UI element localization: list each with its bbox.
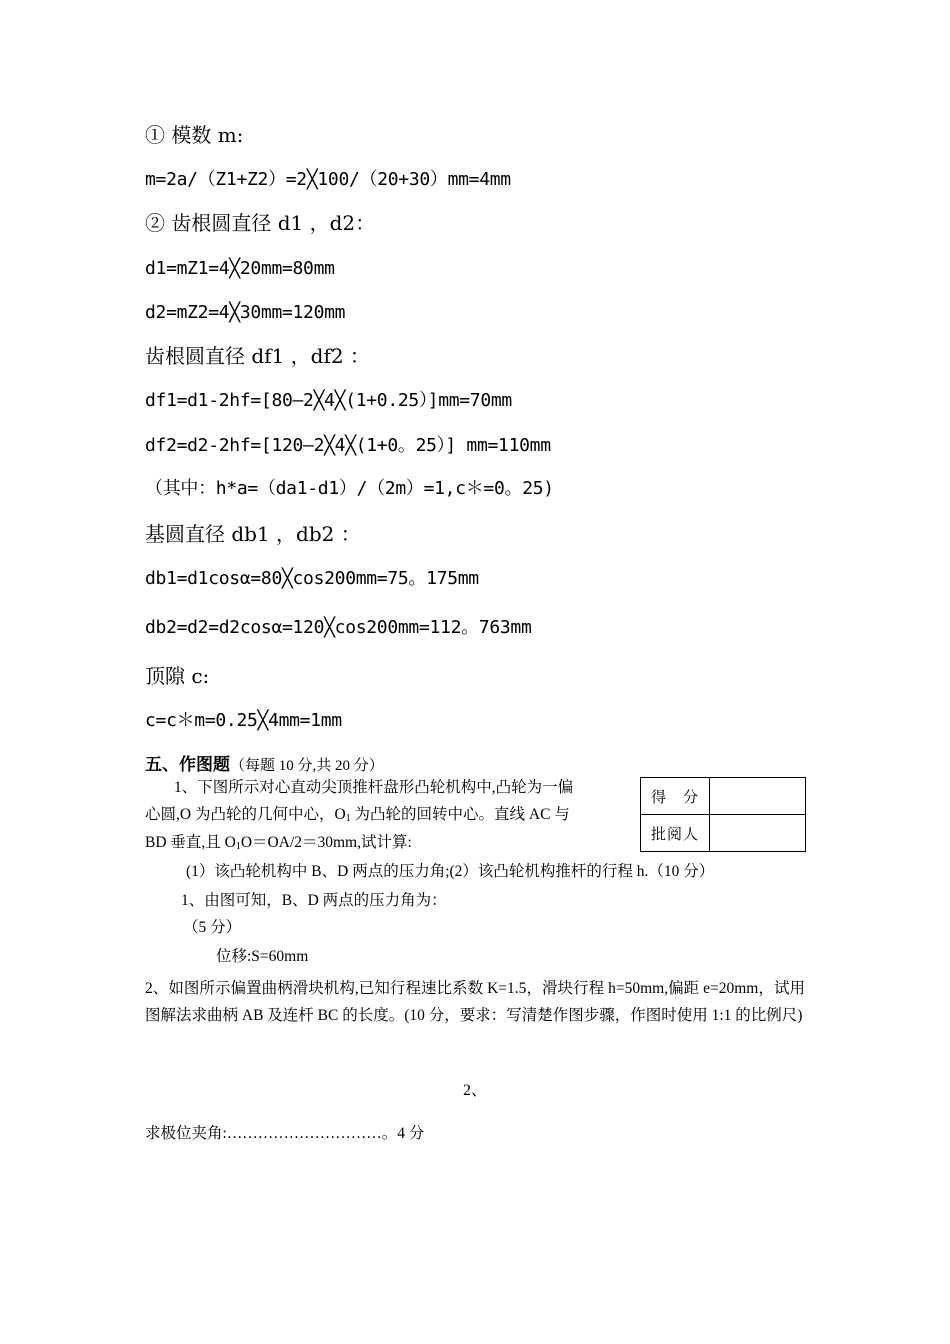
answer1-line2: （5 分） (183, 919, 242, 936)
formula-line-db2: db2=d2=d2cosα=120╳cos200mm=112。763mm (145, 617, 532, 638)
answer2-line: 求极位夹角:…………………………。4 分 (145, 1125, 425, 1142)
formula-line-d-heading: ② 齿根圆直径 d1 ，d2： (145, 211, 376, 235)
q1-line3: BD 垂直,且 $O_1O=OA/2=30mm$,试计算: (145, 834, 412, 852)
answer1-line3: 位移:S=60mm (216, 948, 309, 965)
score-cell[interactable] (710, 778, 806, 815)
q1-line2: 心圆,O 为凸轮的几何中心，$O_1$ 为凸轮的回转中心。直线 AC 与 (145, 806, 570, 824)
q1-line1: 1、下图所示对心直动尖顶推杆盘形凸轮机构中,凸轮为一偏 (174, 779, 574, 796)
formula-line-df1: df1=d1-2hf=[80—2╳4╳(1+0.25）]mm=70mm (145, 390, 512, 411)
answer2-label: 2、 (462, 1082, 487, 1099)
formula-line-clearance-heading: 顶隙 c: (145, 664, 210, 688)
section5-note: （每题 10 分,共 20 分） (230, 758, 384, 774)
formula-line-df2: df2=d2-2hf=[120—2╳4╳(1+0。25）] mm=110mm (145, 435, 551, 456)
section5-heading (145, 754, 384, 777)
formula-line-db-heading: 基圆直径 db1 ，db2 ： (145, 522, 361, 546)
formula-line-clearance: c=c＊m=0.25╳4mm=1mm (145, 710, 342, 731)
answer1-line1: 1、由图可知，B、D 两点的压力角为： (181, 892, 447, 909)
reviewer-label: 批阅人 (641, 815, 710, 852)
q2-text: 2、如图所示偏置曲柄滑块机构,已知行程速比系数 K=1.5，滑块行程 h=50mm,偏距 e=20mm，试用图解法求曲柄 AB 及连杆 BC 的长度。(10 分，要求：写清楚作图步骤，作图时使用 1:1 的比例尺) (145, 980, 805, 1024)
formula-line-d2: d2=mZ2=4╳30mm=120mm (145, 302, 346, 323)
formula-line-modulus: m=2a/（Z1+Z2）=2╳100/（20+30）mm=4mm (145, 169, 511, 190)
formula-line-note: （其中：h*a=（da1-d1）/（2m）=1,c＊=0。25) (145, 478, 554, 499)
q1-line4: (1）该凸轮机构中 B、D 两点的压力角;(2）该凸轮机构推杆的行程 h.（10 分） (186, 863, 715, 880)
score-table (640, 777, 806, 852)
formula-line-d1: d1=mZ1=4╳20mm=80mm (145, 258, 335, 279)
formula-line-db1: db1=d1cosα=80╳cos200mm=75。175mm (145, 568, 479, 589)
reviewer-cell[interactable] (710, 815, 806, 852)
score-label: 得 分 (641, 778, 710, 815)
section5-title: 五、作图题 (145, 755, 230, 775)
formula-line-df-heading: 齿根圆直径 df1 ，df2 ： (145, 344, 370, 368)
formula-line-modulus-heading: ① 模数 m: (145, 123, 244, 147)
